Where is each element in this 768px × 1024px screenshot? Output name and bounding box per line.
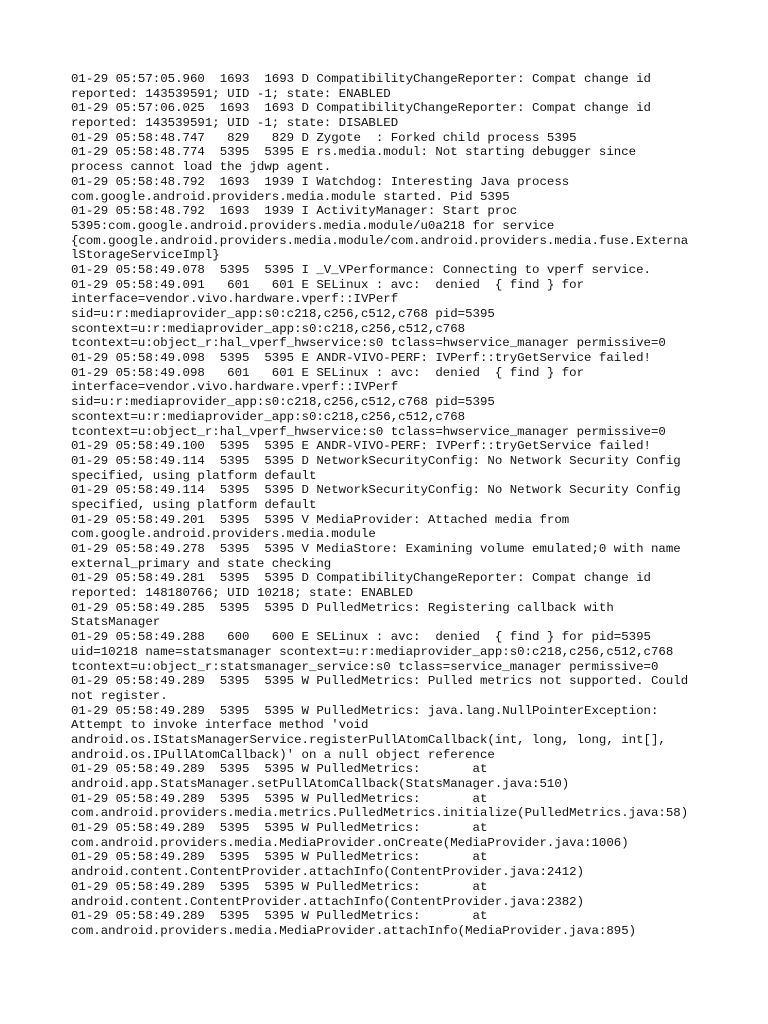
log-line: 01-29 05:58:49.201 5395 5395 V MediaProvider: Attached media from <box>71 512 570 527</box>
log-line: 01-29 05:58:49.289 5395 5395 W PulledMetrics: at <box>71 762 488 777</box>
log-line: uid=10218 name=statsmanager scontext=u:r:mediaprovider_app:s0:c218,c256,c512,c768 <box>71 644 674 659</box>
log-line: tcontext=u:object_r:hal_vperf_hwservice:s0 tclass=hwservice_manager permissive=0 <box>71 336 666 351</box>
log-line: 01-29 05:58:49.289 5395 5395 W PulledMetrics: java.lang.NullPointerException: <box>71 703 659 718</box>
log-line: 01-29 05:58:49.078 5395 5395 I _V_VPerformance: Connecting to vperf service. <box>71 262 651 277</box>
log-line: 01-29 05:58:49.098 5395 5395 E ANDR-VIVO-PERF: IVPerf::tryGetService failed! <box>71 351 651 366</box>
log-line: 01-29 05:58:49.289 5395 5395 W PulledMetrics: Pulled metrics not supported. Could <box>71 674 689 689</box>
log-line: sid=u:r:mediaprovider_app:s0:c218,c256,c512,c768 pid=5395 <box>71 307 495 321</box>
log-line: 01-29 05:58:49.091 601 601 E SELinux : avc: denied { find } for <box>71 277 585 292</box>
log-line: com.android.providers.media.MediaProvider.attachInfo(MediaProvider.java:895) <box>71 923 637 938</box>
log-line: specified, using platform default <box>71 497 317 512</box>
log-line: specified, using platform default <box>71 468 317 483</box>
log-line: interface=vendor.vivo.hardware.vperf::IVPerf <box>71 380 399 395</box>
log-line: scontext=u:r:mediaprovider_app:s0:c218,c256,c512,c768 <box>71 409 466 424</box>
log-line: Attempt to invoke interface method 'void <box>71 718 369 733</box>
log-line: 01-29 05:58:49.281 5395 5395 D CompatibilityChangeReporter: Compat change id <box>71 571 651 586</box>
log-line: com.android.providers.media.metrics.PulledMetrics.initialize(PulledMetrics.java:58) <box>71 806 689 821</box>
log-text-block <box>71 72 711 939</box>
log-line: not register. <box>71 688 168 703</box>
log-line: android.content.ContentProvider.attachInfo(ContentProvider.java:2382) <box>71 894 585 909</box>
log-line: android.content.ContentProvider.attachInfo(ContentProvider.java:2412) <box>71 865 585 880</box>
log-line: com.android.providers.media.MediaProvider.onCreate(MediaProvider.java:1006) <box>71 835 629 850</box>
log-line: 01-29 05:58:49.289 5395 5395 W PulledMetrics: at <box>71 791 488 806</box>
log-line: sid=u:r:mediaprovider_app:s0:c218,c256,c512,c768 pid=5395 <box>71 395 495 410</box>
log-line: 01-29 05:58:48.792 1693 1939 I ActivityManager: Start proc <box>71 204 518 219</box>
log-line: 01-29 05:58:48.747 829 829 D Zygote : Forked child process 5395 <box>71 130 577 145</box>
log-line: 01-29 05:58:49.289 5395 5395 W PulledMetrics: at <box>71 879 488 894</box>
log-line: 01-29 05:58:49.285 5395 5395 D PulledMetrics: Registering callback with <box>71 600 614 615</box>
log-line: lStorageServiceImpl} <box>71 248 220 263</box>
log-line: com.google.android.providers.media.module <box>71 527 376 542</box>
log-line: {com.google.android.providers.media.module/com.android.providers.media.fuse.Externa <box>71 233 689 248</box>
log-line: 01-29 05:57:06.025 1693 1693 D CompatibilityChangeReporter: Compat change id <box>71 101 651 116</box>
log-line: 01-29 05:57:05.960 1693 1693 D CompatibilityChangeReporter: Compat change id <box>71 72 651 86</box>
log-line: interface=vendor.vivo.hardware.vperf::IVPerf <box>71 292 399 307</box>
log-line: StatsManager <box>71 615 161 630</box>
log-line: reported: 143539591; UID -1; state: DISABLED <box>71 116 399 131</box>
log-line: 01-29 05:58:49.278 5395 5395 V MediaStore: Examining volume emulated;0 with name <box>71 542 681 556</box>
log-line: com.google.android.providers.media.module started. Pid 5395 <box>71 189 510 204</box>
log-line: 5395:com.google.android.providers.media.module/u0a218 for service <box>71 218 555 233</box>
log-line: process cannot load the jdwp agent. <box>71 160 332 175</box>
log-line: 01-29 05:58:49.114 5395 5395 D NetworkSecurityConfig: No Network Security Config <box>71 483 681 498</box>
log-line: android.os.IPullAtomCallback)' on a null object reference <box>71 747 495 762</box>
log-line: reported: 143539591; UID -1; state: ENABLED <box>71 86 391 101</box>
log-line: tcontext=u:object_r:hal_vperf_hwservice:s0 tclass=hwservice_manager permissive=0 <box>71 424 666 439</box>
log-line: 01-29 05:58:49.288 600 600 E SELinux : avc: denied { find } for pid=5395 <box>71 630 651 645</box>
log-line: 01-29 05:58:49.289 5395 5395 W PulledMetrics: at <box>71 909 488 924</box>
log-line: 01-29 05:58:49.114 5395 5395 D NetworkSecurityConfig: No Network Security Config <box>71 453 681 468</box>
log-line: 01-29 05:58:48.792 1693 1939 I Watchdog: Interesting Java process <box>71 174 570 189</box>
log-line: 01-29 05:58:49.289 5395 5395 W PulledMetrics: at <box>71 850 488 865</box>
log-line: external_primary and state checking <box>71 556 332 571</box>
log-line: 01-29 05:58:49.098 601 601 E SELinux : avc: denied { find } for <box>71 365 585 380</box>
log-line: android.app.StatsManager.setPullAtomCallback(StatsManager.java:510) <box>71 777 570 791</box>
log-line: reported: 148180766; UID 10218; state: ENABLED <box>71 586 414 601</box>
log-line: tcontext=u:object_r:statsmanager_service:s0 tclass=service_manager permissive=0 <box>71 659 659 674</box>
log-line: scontext=u:r:mediaprovider_app:s0:c218,c256,c512,c768 <box>71 321 466 336</box>
log-line: 01-29 05:58:49.289 5395 5395 W PulledMetrics: at <box>71 821 488 836</box>
log-line: android.os.IStatsManagerService.registerPullAtomCallback(int, long, long, int[], <box>71 732 666 747</box>
log-line: 01-29 05:58:49.100 5395 5395 E ANDR-VIVO-PERF: IVPerf::tryGetService failed! <box>71 439 651 454</box>
log-line: 01-29 05:58:48.774 5395 5395 E rs.media.modul: Not starting debugger since <box>71 145 637 160</box>
